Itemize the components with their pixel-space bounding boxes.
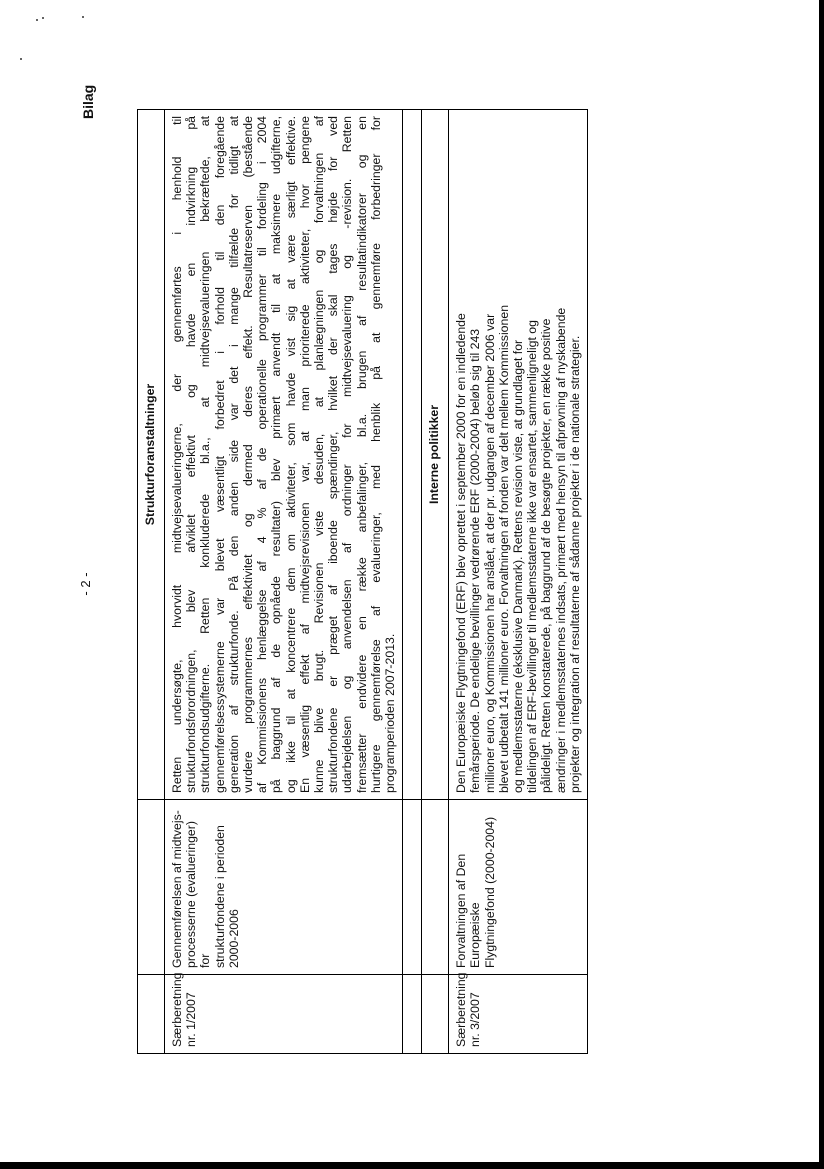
summary-line: millioner euro, og Kommissionen har anslået, at der pr. udgangen af december 2006 var [482,313,497,793]
summary-line: gennemførelsessystemerne var blevet væsentligt forbedret i forhold til den foregående [212,116,227,793]
section-spacer-cell [403,110,422,800]
summary-line: vurdere programmernes effektivitet og dermed deres effekt. Resultatreserven (bestående [241,116,256,793]
summary-line: og medlemsstaterne (eksklusive Danmark). Rettens revision viste, at grundlaget for [511,339,526,793]
section-spacer-cell [138,800,165,975]
summary-line: En væsentlig effekt af midtvejsrevisionen var, at man prioriterede aktiviteter, hvor pengene [297,116,312,793]
report-subject [165,800,403,975]
table-row [449,110,588,1054]
summary-line: programperioden 2007-2013. [383,633,398,793]
section-header-row [138,110,165,1054]
section-spacer-cell [138,975,165,1054]
report-reference [449,972,588,1054]
section-gap-row [403,110,422,1054]
section-spacer-cell [403,975,422,1054]
section-header-row [422,110,449,1054]
summary-line: og ikke til at koncentrere dem om aktiviteter, som havde vist sig at være særligt effektive. [283,116,298,793]
summary-line: tildelingen af ERF-bevillinger til medlemsstaterne ikke var ensartet, sammenligneligt og [525,320,540,793]
report-summary [449,110,588,800]
summary-line: Retten undersøgte, hvorvidt midtvejsevalueringerne, der gennemførtes i henhold til [170,116,184,793]
summary-line: kunne blive brugt. Revisionen viste desuden, at planlægningen og forvaltningen af [312,116,327,793]
page-number: - 2 - [78,572,93,596]
report-subject-line: processerne (evalueringer) for [184,821,213,968]
report-reference-line: nr. 1/2007 [184,992,199,1047]
table-row [165,110,403,1054]
summary-line: ændringer i medlemsstaternes indsats, primært med hensyn til afprøvning af nyskabende [553,307,568,793]
section-spacer-cell [422,975,449,1054]
report-summary [165,110,403,800]
summary-line: fremsætter endvidere en række anbefalinger, bl.a. brugen af resultatindikatorer og en [354,116,369,793]
summary-line: projekter og integration af resultaterne af sådanne projekter i de nationale strategier. [567,335,582,793]
report-subject-line: strukturfondene i perioden 2000-2006 [212,825,241,968]
report-reference-line: Særberetning [170,972,184,1047]
summary-line: udarbejdelsen og anvendelsen af ordninger for midtvejsevaluering og -revision. Retten [340,116,355,793]
report-reference-line: Særberetning [454,972,469,1047]
report-reference [165,972,403,1054]
summary-line: Den Europæiske Flygtningefond (ERF) blev oprettet i september 2000 for en indledende [454,313,469,793]
summary-line: blevet udbetalt 141 millioner euro. Forvaltningen af fonden var delt mellem Kommissionen [496,304,511,793]
summary-line: pålideligt. Retten konstaterede, på baggrund af de besøgte projekter, en række positive [539,318,554,793]
summary-line: hurtigere gennemførelse af evalueringer, med henblik på at gennemføre forbedringer for [368,116,383,793]
report-subject [449,800,588,975]
summary-line: strukturfondsudgifterne. Retten konkluderede bl.a., at midtvejsevalueringen bekræftede, at [198,116,213,793]
report-subject-line: Flygtningefond (2000-2004) [482,816,497,968]
audit-reports-table [137,109,588,1054]
section-title: Interne politikker [422,110,449,800]
section-spacer-cell [422,800,449,975]
report-subject-line: Gennemførelsen af midtvejs- [170,810,184,968]
report-subject-line: Forvaltningen af Den Europæiske [454,853,483,968]
section-spacer-cell [403,800,422,975]
summary-line: af Kommissionens henlæggelse af 4 % af de operationelle programmer til fordeling i 2004 [255,116,270,793]
summary-line: strukturfondsforordningen, blev afviklet effektivt og havde en indvirkning på [184,116,199,793]
summary-line: generation af strukturfonde. På den anden side var det i mange tilfælde for tidligt at [226,116,241,793]
report-reference-line: nr. 3/2007 [468,992,483,1047]
annex-label: Bilag [80,84,96,119]
summary-line: på baggrund af de opnåede resultater) blev primært anvendt til at maksimere udgifterne, [269,116,284,793]
summary-line: strukturfondene er præget af iboende spændinger, hvilket der skal tages højde for ved [326,116,341,793]
summary-line: femårsperiode. De endelige bevillinger vedrørende ERF (2000-2004) beløb sig til 243 [468,328,483,793]
section-title: Strukturforanstaltninger [138,110,165,800]
